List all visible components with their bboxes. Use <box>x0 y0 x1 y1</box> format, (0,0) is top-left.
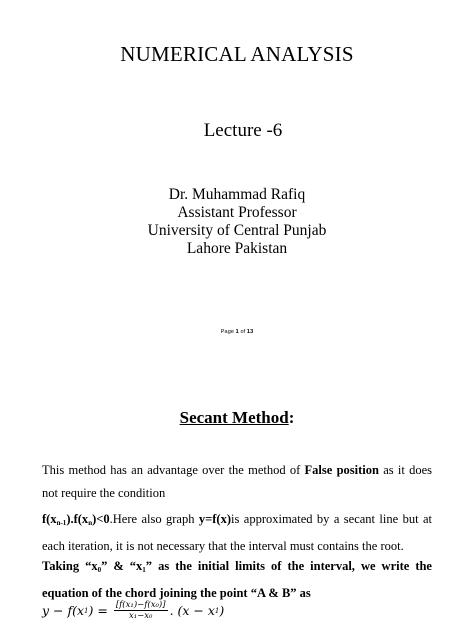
paragraph-chord <box>42 555 432 605</box>
section-heading <box>0 408 474 428</box>
author-institution: University of Central Punjab <box>147 222 327 239</box>
paragraph-intro-text-b: as it does not require the condition <box>42 463 432 500</box>
page-separator: of <box>240 329 246 335</box>
equation-fraction <box>114 600 168 621</box>
document-title: NUMERICAL ANALYSIS <box>120 42 354 66</box>
lecture-number: Lecture -6 <box>203 120 283 141</box>
paragraph-condition-text-b: is approximated by a secant line but at each iteration, it is not necessary that the interval must contains the root. <box>42 512 432 553</box>
page-indicator <box>0 329 474 335</box>
page-total: 13 <box>246 329 254 335</box>
paragraph-intro-text-a: This method has an advantage over the method of <box>42 463 305 477</box>
equation-lhs: y − f(x <box>42 603 85 618</box>
fraction-denominator: x₁−x₀ <box>128 611 153 621</box>
page-prefix: Page <box>220 329 235 335</box>
paragraph-chord-bold: Taking “$x_0$” & “$x_1$” as the initial limits of the interval, we write the equation of the chord joining the point “A & B” as <box>42 559 432 600</box>
paragraph-condition <box>42 508 432 558</box>
fraction-numerator: [f(x₁)−f(x₀)] <box>115 600 166 610</box>
paragraph-condition-text-a: .Here also graph <box>109 512 199 526</box>
condition-expression: $f(x_{n-1}).f(x_n)<0$ <box>42 512 110 527</box>
equation-rhs: . (x − x <box>169 603 215 618</box>
paragraph-intro-bold: False position <box>304 463 379 477</box>
author-position: Assistant Professor <box>177 204 297 221</box>
chord-equation: y − f(x 1 ) = $\frac{\text{[f(x₁)−f(x₀)]}}{\text{x₁−x₀}}$ . (x − x 1 ) <box>42 600 225 621</box>
function-expression: y=f(x) <box>198 512 232 526</box>
section-heading-text: Secant Method <box>179 408 289 427</box>
page-current: 1 <box>235 329 239 335</box>
author-location: Lahore Pakistan <box>186 240 288 257</box>
author-name: Dr. Muhammad Rafiq <box>168 186 306 203</box>
paragraph-intro <box>42 459 432 505</box>
section-heading-colon: : <box>288 408 295 427</box>
